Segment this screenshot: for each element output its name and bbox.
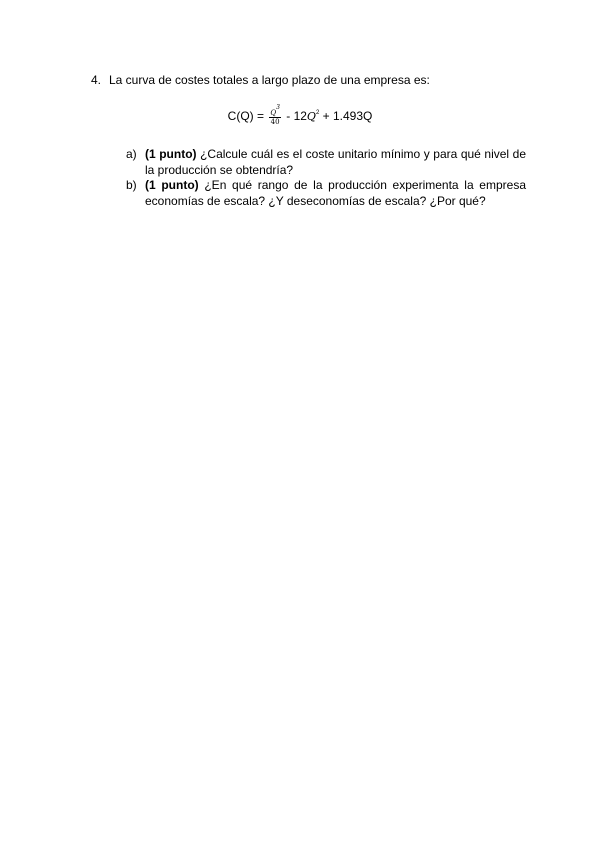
subquestion-text: ¿Calcule cuál es el coste unitario mínimo y para qué nivel de la producción se obtendría? (145, 147, 526, 177)
subquestion-marker: b) (126, 178, 137, 192)
fraction-denominator: 40 (270, 117, 280, 126)
formula-variable: Q (306, 110, 316, 123)
subquestion-text: ¿En qué rango de la producción experimenta la empresa economías de escala? ¿Y deseconomías de escala? ¿Por qué? (145, 178, 526, 208)
subquestion-a (126, 147, 526, 178)
question-statement (91, 72, 430, 88)
subquestion-marker: a) (126, 147, 137, 161)
numerator-variable: Q (270, 108, 277, 117)
numerator-exponent: 3 (276, 103, 280, 111)
subquestion-points: (1 punto) (145, 147, 197, 161)
formula-rest: + 1.493Q (319, 109, 373, 123)
cost-formula (0, 103, 600, 127)
formula-lhs: C(Q) = (227, 109, 268, 123)
subquestion-points: (1 punto) (145, 178, 199, 192)
subquestion-body (145, 147, 526, 178)
question-number: 4. (91, 73, 102, 87)
formula-fraction (269, 103, 281, 126)
formula-middle: - 12 (282, 109, 307, 123)
fraction-numerator (269, 103, 281, 118)
subquestion-b (126, 178, 526, 209)
formula-variable-exponent: 2 (315, 110, 320, 116)
question-text: La curva de costes totales a largo plazo de una empresa es: (109, 73, 430, 87)
subquestion-body (145, 178, 526, 209)
